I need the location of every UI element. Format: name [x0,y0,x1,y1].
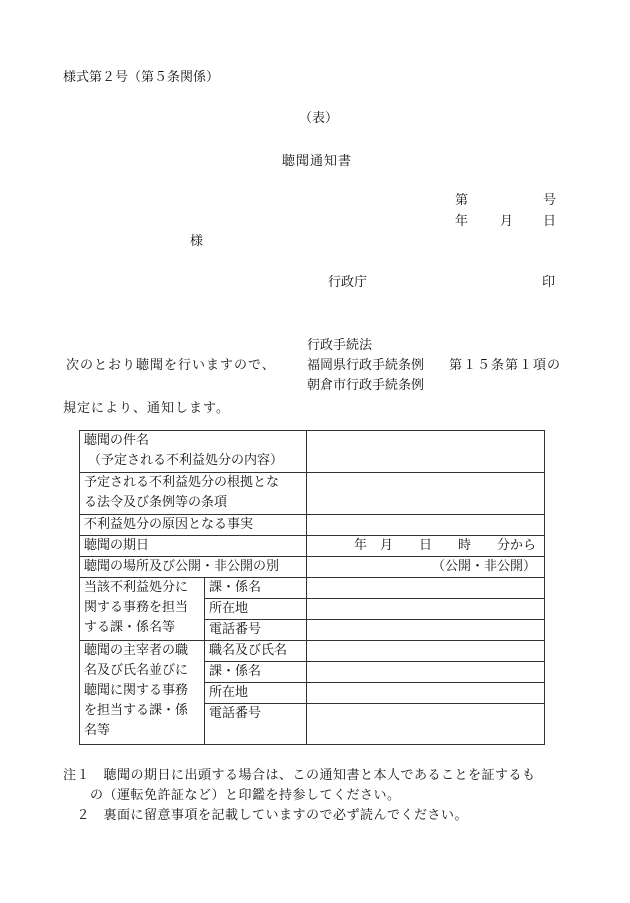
document-title: 聴聞通知書 [282,154,353,169]
facts-label: 不利益処分の原因となる事実 [80,515,307,536]
date-month: 月 [500,214,514,229]
dept-field-label: 課・係名 [205,578,307,599]
dept-header: 当該不利益処分に 関する事務を担当 する課・係名等 [80,578,205,641]
case-name-value[interactable] [307,431,545,473]
presider-field-label: 電話番号 [205,704,307,745]
law-name: 朝倉市行政手続条例 [307,378,425,393]
table-row [80,557,545,578]
note-line: 注１ 聴聞の期日に出頭する場合は、この通知書と本人であることを証するも [63,768,536,783]
side-label: （表） [299,111,339,126]
presider-field-value[interactable] [307,662,545,683]
presider-field-label: 職名及び氏名 [205,641,307,662]
table-row [80,515,545,536]
case-name-label: 聴聞の件名 （予定される不利益処分の内容） [80,431,307,473]
dept-field-label: 電話番号 [205,620,307,641]
agency-name: 行政庁 [328,275,368,290]
presider-field-value[interactable] [307,641,545,662]
note-line: の（運転免許証など）と印鑑を持参してください。 [63,788,401,803]
facts-value[interactable] [307,515,545,536]
seal-mark: 印 [542,275,556,290]
notes [63,766,536,826]
number-dai: 第 [455,193,469,208]
date-day: 日 [543,214,557,229]
dept-field-value[interactable] [307,620,545,641]
dept-field-value[interactable] [307,599,545,620]
place-public-value[interactable]: （公開・非公開） [307,557,545,578]
clause-text: 第１５条第１項の [449,358,562,373]
hearing-date-label: 聴聞の期日 [80,536,307,557]
table-row [80,578,545,599]
presider-field-label: 課・係名 [205,662,307,683]
hearing-date-value[interactable]: 年 月 日 時 分から [307,536,545,557]
dept-field-value[interactable] [307,578,545,599]
presider-field-value[interactable] [307,683,545,704]
law-name: 行政手続法 [307,338,373,353]
legal-basis-value[interactable] [307,473,545,515]
hearing-info-table [79,430,545,745]
table-row [80,473,545,515]
number-go: 号 [543,193,557,208]
date-year: 年 [455,214,469,229]
presider-field-value[interactable] [307,704,545,745]
dept-field-label: 所在地 [205,599,307,620]
presider-field-label: 所在地 [205,683,307,704]
note-line: ２ 裏面に留意事項を記載していますので必ず読んでください。 [63,808,469,823]
intro-text: 次のとおり聴聞を行いますので、 [66,358,276,373]
table-row [80,536,545,557]
law-name: 福岡県行政手続条例 [307,358,425,373]
addressee-suffix: 様 [190,234,204,249]
form-number: 様式第２号（第５条関係） [63,70,220,85]
table-row [80,641,545,662]
intro-text-continued: 規定により、通知します。 [63,401,230,416]
presider-header: 聴聞の主宰者の職 名及び氏名並びに 聴聞に関する事務 を担当する課・係 名等 [80,641,205,745]
legal-basis-label: 予定される不利益処分の根拠とな る法令及び条例等の条項 [80,473,307,515]
place-public-label: 聴聞の場所及び公開・非公開の別 [80,557,307,578]
table-row [80,431,545,473]
